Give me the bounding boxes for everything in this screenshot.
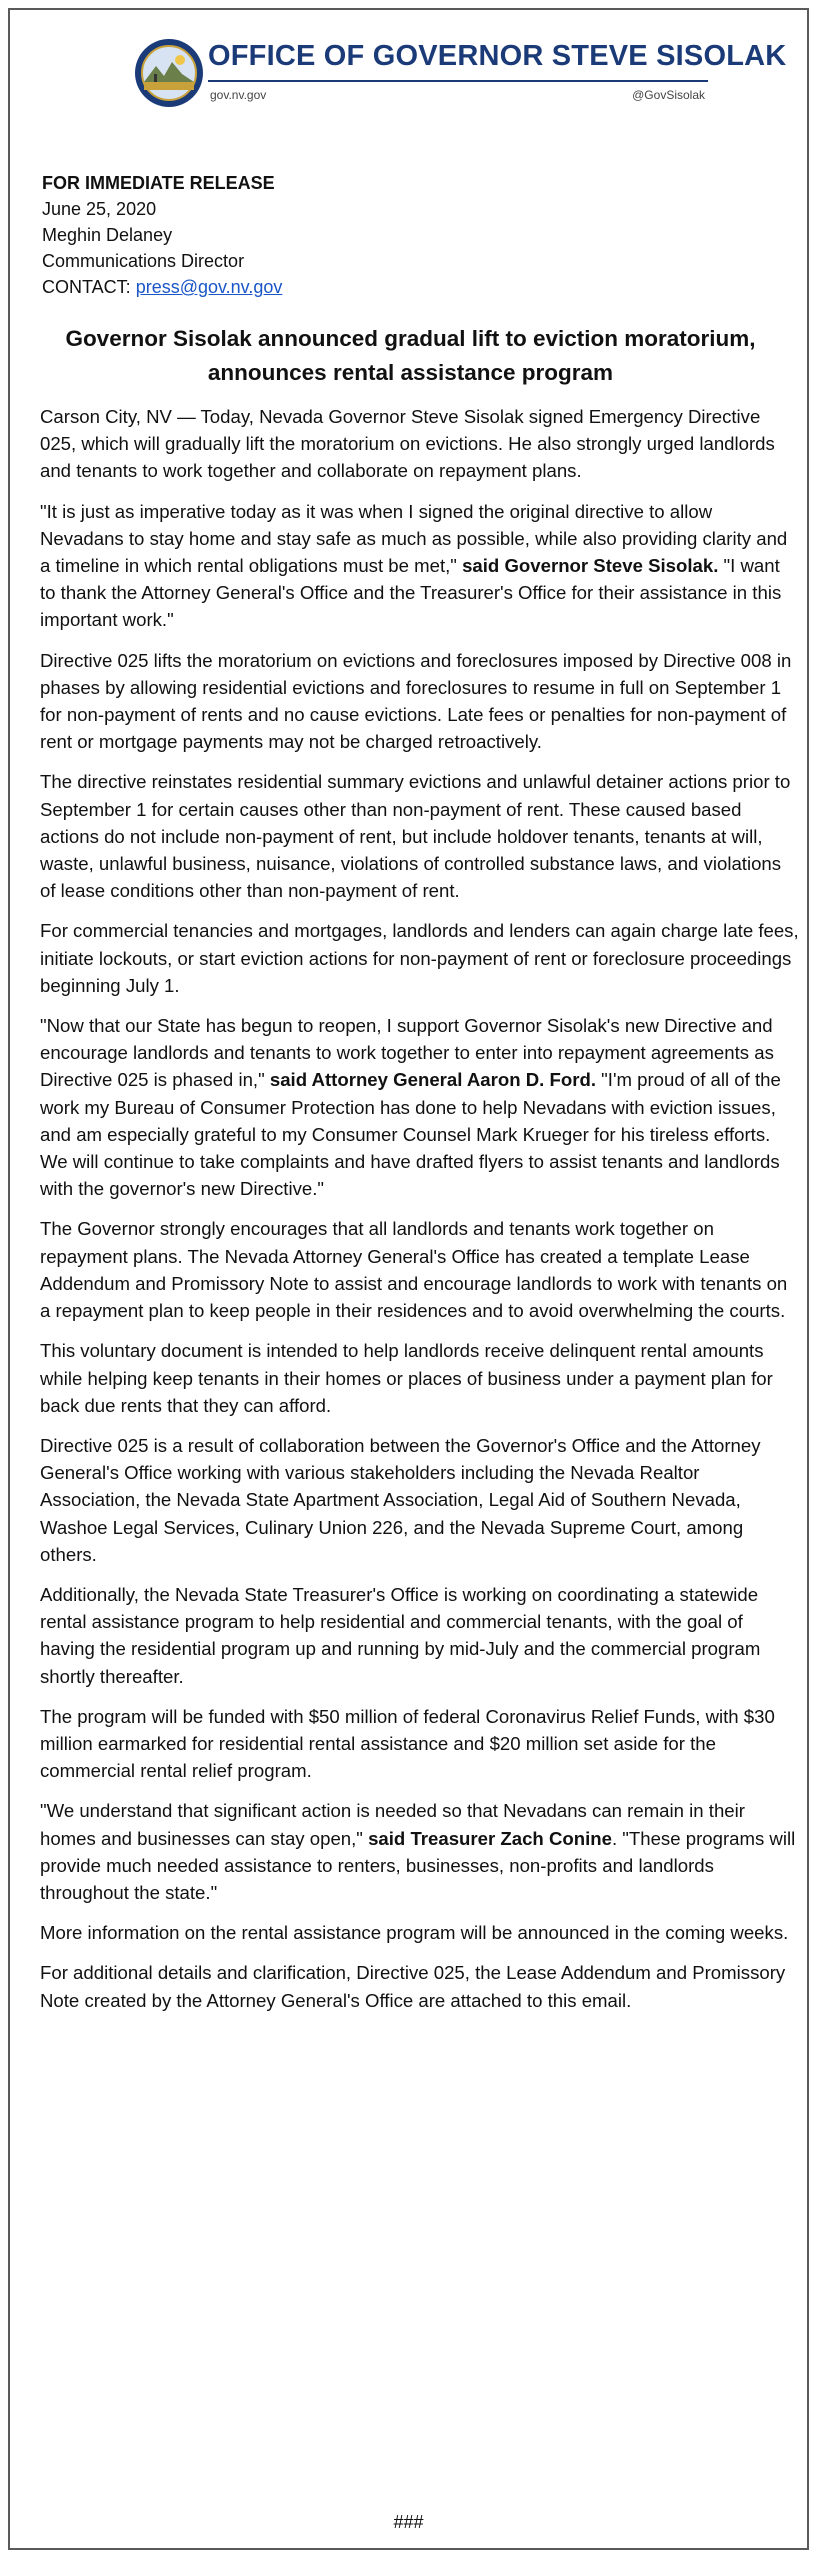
paragraph: Carson City, NV — Today, Nevada Governor Steve Sisolak signed Emergency Directive 025, which will gradually lift the moratorium on evictions. He also strongly urged landlords and tenants to work together and collaborate on repayment plans. [40,406,775,482]
quote-text: "It is just as imperative today as it was when I signed the original directive to allow Nevadans to stay home and stay safe as much as possible, while also providing clarity and a timeline in which rental obligations must be met," [40,500,788,577]
quote-attribution: said Governor Steve Sisolak. [462,555,719,577]
contact-name: Meghin Delaney [42,225,173,245]
press-release-page [8,8,809,2550]
contact-title: Communications Director [42,251,245,271]
paragraph: The program will be funded with $50 million of federal Coronavirus Relief Funds, with $30 million earmarked for residential rental assistance and $20 million set aside for the commercial rental relief program. [40,1705,775,1782]
letterhead [10,10,807,130]
release-heading: FOR IMMEDIATE RELEASE [42,173,275,193]
quote-text: "I'm proud of all of the work my Bureau of Consumer Protection has done to help Nevadans with eviction issues, and am especially grateful to my Consumer Counsel Mark Krueger for his tireless efforts. We will continue to take complaints and have drafted flyers to assist tenants and landlords with the governor's new Directive." [40,1069,781,1200]
release-date: June 25, 2020 [42,199,157,219]
quote-attribution: said Attorney General Aaron D. Ford. [269,1069,596,1091]
header-divider [208,80,708,82]
release-body [40,403,800,2027]
quote-text: "Now that our State has begun to reopen, I support Governor Sisolak's new Directive and encourage landlords and tenants to work together to enter into repayment agreements as Directive 025 is phased in," [40,1015,774,1091]
office-title: OFFICE OF GOVERNOR STEVE SISOLAK [208,40,787,72]
paragraph: Directive 025 lifts the moratorium on evictions and foreclosures imposed by Directive 008 in phases by allowing residential evictions and foreclosures to resume in full on September 1 for non-payment of rents and no cause evictions. Late fees or penalties for non-payment of rent or mortgage payments may not be charged retroactively. [40,649,792,753]
quote-text: "I want to thank the Attorney General's Office and the Treasurer's Office for their assistance in this important work." [40,555,782,631]
end-of-release-mark: ### [393,2512,424,2532]
paragraph: For additional details and clarification, Directive 025, the Lease Addendum and Promissory Note created by the Attorney General's Office are attached to this email. [40,1962,786,2011]
release-info [42,170,282,300]
paragraph: The Governor strongly encourages that all landlords and tenants work together on repayment plans. The Nevada Attorney General's Office has created a template Lease Addendum and Promissory Note to assist and encourage landlords to work with tenants on a repayment plan to keep people in their residences and to avoid overwhelming the courts. [40,1218,788,1322]
contact-line [42,274,282,300]
paragraph: For commercial tenancies and mortgages, landlords and lenders can again charge late fees, initiate lockouts, or start eviction actions for non-payment of rent or foreclosure proceedings beginning July 1. [40,920,799,996]
paragraph [40,1797,800,1906]
paragraph: The directive reinstates residential summary evictions and unlawful detainer actions prior to September 1 for certain causes other than non-payment of rent. These caused based actions do not include non-payment of rent, but include holdover tenants, tenants at will, waste, unlawful business, nuisance, violations of controlled substance laws, and violations of lease conditions other than non-payment of rent. [40,771,791,902]
headline: Governor Sisolak announced gradual lift to eviction moratorium, announces rental assistance program [65,326,756,385]
contact-email-link[interactable]: press@gov.nv.gov [135,277,283,297]
paragraph: More information on the rental assistance program will be announced in the coming weeks. [40,1922,789,1944]
header-website: gov.nv.gov [210,88,267,102]
quote-text: "We understand that significant action is needed so that Nevadans can remain in their homes and businesses can stay open," [40,1800,745,1849]
header-social-handle: @GovSisolak [632,88,705,102]
nevada-state-seal-icon [134,38,204,108]
paragraph: Additionally, the Nevada State Treasurer's Office is working on coordinating a statewide rental assistance program to help residential and commercial tenants, with the goal of having the residential program up and running by mid-July and the commercial program shortly thereafter. [40,1583,761,1687]
contact-label: CONTACT: [42,277,131,297]
quote-text: . "These programs will provide much needed assistance to renters, businesses, non-profits and landlords throughout the state." [40,1827,796,1903]
paragraph [40,498,800,634]
paragraph: This voluntary document is intended to help landlords receive delinquent rental amounts while helping keep tenants in their homes or places of business under a payment plan for back due rents that they can afford. [40,1340,773,1416]
paragraph: Directive 025 is a result of collaboration between the Governor's Office and the Attorney General's Office working with various stakeholders including the Nevada Realtor Association, the Nevada State Apartment Association, Legal Aid of Southern Nevada, Washoe Legal Services, Culinary Union 226, and the Nevada Supreme Court, among others. [40,1434,761,1565]
quote-attribution: said Treasurer Zach Conine [368,1827,612,1849]
paragraph [40,1012,800,1202]
